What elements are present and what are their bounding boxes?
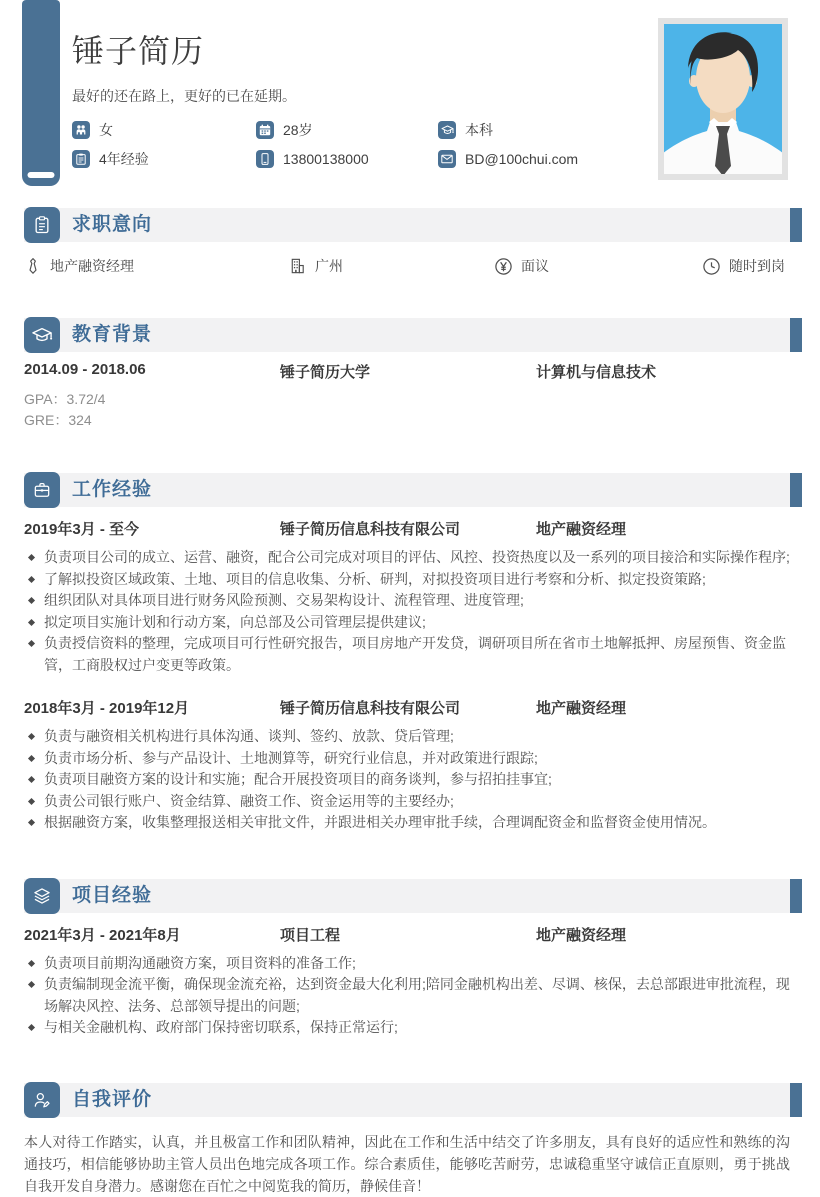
section-projects — [24, 879, 790, 1083]
person-edit-icon — [24, 1082, 60, 1118]
intent-city-label: 广州 — [315, 258, 343, 274]
degree-icon — [438, 121, 456, 139]
bullet: 负责市场分析、参与产品设计、土地测算等，研究行业信息，并对政策进行跟踪; — [24, 748, 790, 770]
education-details — [24, 389, 790, 431]
intent-availability — [702, 256, 790, 276]
education-gre: GRE：324 — [24, 412, 92, 428]
resume-name: 锤子简历 — [72, 33, 205, 69]
bullet: 负责与融资相关机构进行具体沟通、谈判、签约、放款、贷后管理; — [24, 726, 790, 748]
work-title: 工作经验 — [72, 479, 153, 500]
section-job-intent — [24, 208, 790, 318]
education-gpa: GPA：3.72/4 — [24, 391, 106, 407]
bullet: 了解拟投资区域政策、土地、项目的信息收集、分析、研判，对拟投资项目进行考察和分析、拟定投资策路; — [24, 569, 790, 591]
layers-icon — [24, 878, 60, 914]
bullet: 拟定项目实施计划和行动方案，向总部及公司管理层提供建议; — [24, 612, 790, 634]
info-degree — [438, 121, 632, 139]
age-icon — [256, 121, 274, 139]
info-age — [256, 121, 438, 139]
salary-icon — [494, 257, 513, 276]
info-phone — [256, 150, 438, 168]
info-gender — [72, 121, 256, 139]
work-entry-2-company: 锤子简历信息科技有限公司 — [280, 700, 461, 717]
age-value: 28岁 — [283, 122, 313, 138]
education-title: 教育背景 — [72, 324, 153, 345]
section-work — [24, 473, 790, 879]
intent-position — [24, 256, 288, 276]
bullet: 负责编制现金流平衡，确保现金流充裕，达到资金最大化利用;陪同金融机构出差、尽调、核保，去总部跟进审批流程，现场解决风控、法务、总部领导提出的问题; — [24, 974, 790, 1017]
bullet: 负责项目前期沟通融资方案，项目资料的准备工作; — [24, 953, 790, 975]
work-entry-1-company: 锤子简历信息科技有限公司 — [280, 521, 461, 538]
work-entry-1 — [24, 518, 790, 676]
education-period: 2014.09 - 2018.06 — [24, 361, 146, 378]
bullet: 与相关金融机构、政府部门保持密切联系，保持正常运行; — [24, 1017, 790, 1039]
section-education — [24, 318, 790, 473]
intent-salary-label: 面议 — [521, 258, 549, 274]
work-entry-1-period: 2019年3月 - 至今 — [24, 521, 140, 538]
clock-icon — [702, 257, 721, 276]
job-intent-title: 求职意向 — [72, 214, 153, 235]
project-entry-1 — [24, 924, 790, 1039]
graduation-cap-icon — [24, 317, 60, 353]
avatar-illustration — [664, 24, 782, 174]
work-entry-1-head — [24, 518, 790, 539]
brand-accent-dash — [28, 172, 55, 178]
intent-position-label: 地产融资经理 — [50, 258, 134, 274]
work-entry-2-head — [24, 697, 790, 718]
project-entry-1-head — [24, 924, 790, 945]
education-school: 锤子简历大学 — [280, 364, 371, 381]
bullet: 负责公司银行账户、资金结算、融资工作、资金运用等的主要经办; — [24, 791, 790, 813]
work-entry-2 — [24, 697, 790, 834]
job-intent-header — [24, 208, 790, 242]
clipboard-icon — [24, 207, 60, 243]
gender-icon — [72, 121, 90, 139]
gender-value: 女 — [99, 122, 113, 138]
project-entry-1-period: 2021年3月 - 2021年8月 — [24, 926, 181, 944]
building-icon — [288, 256, 307, 276]
self-evaluation-header — [24, 1083, 790, 1117]
education-entry — [24, 361, 790, 382]
info-email — [438, 150, 632, 168]
job-intent-row — [24, 256, 790, 276]
self-evaluation-text: 本人对待工作踏实，认真，并且极富工作和团队精神，因此在工作和生活中结交了许多朋友，具有良好的适应性和熟练的沟通技巧，相信能够协助主管人员出色地完成各项工作。综合素质佳，能够吃苦耐劳，忠诚稳重坚守诚信正直原则，勇于挑战自我开发自身潜力。感谢您在百忙之中阅览我的简历，静候佳音！ — [24, 1133, 790, 1194]
section-self-evaluation — [24, 1083, 790, 1197]
resume-tagline: 最好的还在路上，更好的已在延期。 — [72, 88, 296, 104]
intent-salary — [494, 256, 702, 276]
work-entry-2-period: 2018年3月 - 2019年12月 — [24, 700, 190, 717]
tie-icon — [24, 256, 42, 276]
email-icon — [438, 150, 456, 168]
bullet: 负责授信资料的整理，完成项目可行性研究报告，项目房地产开发贷，调研项目所在省市土地解抵押、房屋预售、资金监管，工商股权过户变更等政策。 — [24, 633, 790, 676]
work-entry-2-bullets — [24, 726, 790, 834]
experience-icon — [72, 150, 90, 168]
bullet: 负责项目融资方案的设计和实施；配合开展投资项目的商务谈判，参与招拍挂事宜; — [24, 769, 790, 791]
phone-value: 13800138000 — [283, 151, 369, 167]
intent-availability-label: 随时到岗 — [729, 258, 785, 274]
info-experience — [72, 150, 256, 168]
experience-value: 4年经验 — [99, 151, 149, 167]
projects-header — [24, 879, 790, 913]
bullet: 根据融资方案，收集整理报送相关审批文件，并跟进相关办理审批手续，合理调配资金和监督资金使用情况。 — [24, 812, 790, 834]
email-value: BD@100chui.com — [465, 151, 579, 167]
project-entry-1-bullets — [24, 953, 790, 1039]
personal-info-grid — [72, 121, 632, 168]
profile-photo — [658, 18, 788, 180]
resume-header — [0, 0, 820, 201]
self-evaluation-title: 自我评价 — [72, 1088, 153, 1110]
brand-accent-bar — [22, 0, 60, 186]
project-entry-1-name: 项目工程 — [280, 926, 341, 944]
education-header — [24, 318, 790, 352]
projects-title: 项目经验 — [72, 884, 153, 906]
project-entry-1-role: 地产融资经理 — [536, 926, 627, 944]
work-header — [24, 473, 790, 507]
degree-value: 本科 — [465, 122, 493, 138]
briefcase-icon — [24, 472, 60, 508]
bullet: 负责项目公司的成立、运营、融资，配合公司完成对项目的评估、风控、投资热度以及一系列的项目接洽和实际操作程序; — [24, 547, 790, 569]
work-entry-2-role: 地产融资经理 — [536, 700, 627, 717]
work-entry-1-bullets — [24, 547, 790, 676]
education-major: 计算机与信息技术 — [536, 364, 657, 381]
phone-icon — [256, 150, 274, 168]
intent-city — [288, 256, 494, 276]
work-entry-1-role: 地产融资经理 — [536, 521, 627, 538]
bullet: 组织团队对具体项目进行财务风险预测、交易架构设计、流程管理、进度管理; — [24, 590, 790, 612]
